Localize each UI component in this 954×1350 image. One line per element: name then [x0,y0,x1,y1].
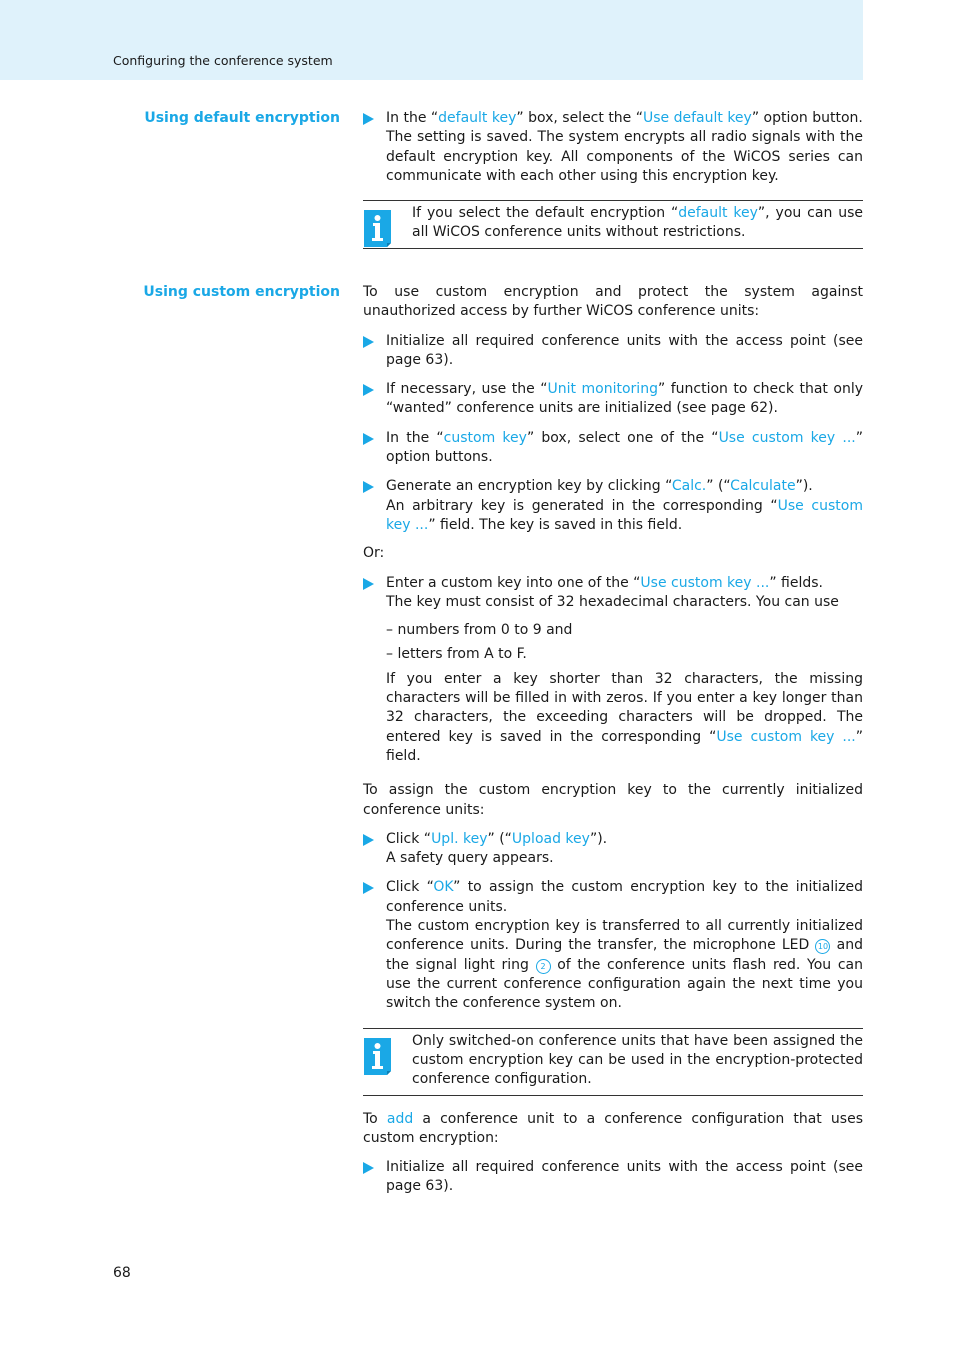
step-result: The custom encryption key is transferred to all currently initialized conference units. During the transfer, the microphone LED 10 and the signal light ring 2 of the conference units flash red. You can use the current conference configuration again the next time you switch the conference system on. [386,918,863,1012]
list-item-letters: – letters from A to F. [386,646,527,663]
note-custom-encryption [363,1028,863,1096]
arrow-bullet-icon [363,834,374,846]
section-default-encryption [363,109,863,249]
step-text: In the “custom key” box, select one of the “Use custom key ...” option buttons. [386,429,864,466]
arrow-bullet-icon [363,1162,374,1174]
callout-number: 2 [536,959,551,974]
heading-default-encryption: Using default encryption [144,110,340,126]
step-select-default-key [363,109,863,186]
arrow-bullet-icon [363,384,374,396]
note-text: Only switched-on conference units that have been assigned the custom encryption key can be used in the encryption-protected conference configuration. [412,1032,863,1087]
step-click-ok [363,878,863,1013]
step-enter-custom-key [363,574,863,613]
arrow-bullet-icon [363,433,374,445]
arrow-bullet-icon [363,481,374,493]
note-text: If you select the default encryption “default key”, you can use all WiCOS conference units without restrictions. [412,205,863,241]
header-band [0,0,863,80]
ui-term-default-key: default key [678,205,758,222]
ui-term-unit-monitoring: Unit monitoring [547,381,658,398]
arrow-bullet-icon [363,336,374,348]
step-text: Enter a custom key into one of the “Use custom key ...” fields. [386,574,823,591]
ui-term-add: add [386,1110,414,1127]
ui-term-ok: OK [433,879,454,896]
step-result: A safety query appears. [386,850,554,867]
heading-custom-encryption: Using custom encryption [143,284,340,300]
step-text: If necessary, use the “Unit monitoring” function to check that only “wanted” conference units are initialized (see page 62). [386,381,864,417]
ui-term-use-custom-key: Use custom key ... [716,728,856,745]
step-unit-monitoring [363,380,863,419]
ui-term-calc: Calc. [671,478,707,495]
callout-number: 10 [815,939,830,954]
step-text: Generate an encryption key by clicking “Calc.” (“Calculate”). [386,478,813,495]
step-text: In the “default key” box, select the “Use default key” option button. [386,110,863,126]
arrow-bullet-icon [363,113,374,125]
step-upload-key [363,830,863,869]
key-length-paragraph: If you enter a key shorter than 32 characters, the missing characters will be filled in with zeros. If you enter a key longer than 32 characters, the exceeding characters will be dropped. The entered key is saved in the corresponding “Use custom key ...” field. [386,670,863,764]
ui-term-use-default-key: Use default key [643,110,752,126]
step-initialize-units-add [363,1158,863,1197]
assign-intro: To assign the custom encryption key to the currently initialized conference units: [363,782,863,818]
ui-term-use-custom-key: Use custom key ... [718,429,856,446]
intro-paragraph: To use custom encryption and protect the system against unauthorized access by further WiCOS conference units: [363,284,863,320]
step-detail: The key must consist of 32 hexadecimal characters. You can use [386,593,839,610]
section-custom-encryption [363,283,863,1197]
info-icon [363,209,394,247]
or-label: Or: [363,545,385,562]
ui-term-upload-key: Upload key [511,830,590,847]
header-title: Configuring the conference system [113,53,333,68]
arrow-bullet-icon [363,578,374,590]
note-default-encryption [363,200,863,249]
ui-term-custom-key: custom key [443,429,527,446]
ui-term-calculate: Calculate [730,478,796,495]
list-item-numbers: – numbers from 0 to 9 and [386,622,573,639]
step-text: Initialize all required conference units with the access point (see page 63). [386,1159,863,1195]
add-intro: To add a conference unit to a conference configuration that uses custom encryption: [363,1110,863,1146]
arrow-bullet-icon [363,882,374,894]
ui-term-use-custom-key: Use custom key ... [386,497,863,533]
step-result: The setting is saved. The system encrypts all radio signals with the default encryption key. All components of the WiCOS series can communicate with each other using this encryption key. [386,129,863,184]
step-text: Click “Upl. key” (“Upload key”). [386,830,608,847]
step-result: An arbitrary key is generated in the corresponding “Use custom key ...” field. The key is saved in this field. [386,497,863,533]
ui-term-default-key: default key [438,110,517,126]
step-text: Initialize all required conference units with the access point (see page 63). [386,332,863,368]
info-icon [363,1037,394,1075]
step-text: Click “OK” to assign the custom encryption key to the initialized conference units. [386,879,863,915]
step-select-custom-key [363,429,863,468]
ui-term-upl-key: Upl. key [431,830,488,847]
step-generate-key [363,477,863,535]
step-initialize-units [363,332,863,371]
ui-term-use-custom-key: Use custom key ... [640,574,770,591]
page-number: 68 [113,1265,131,1281]
